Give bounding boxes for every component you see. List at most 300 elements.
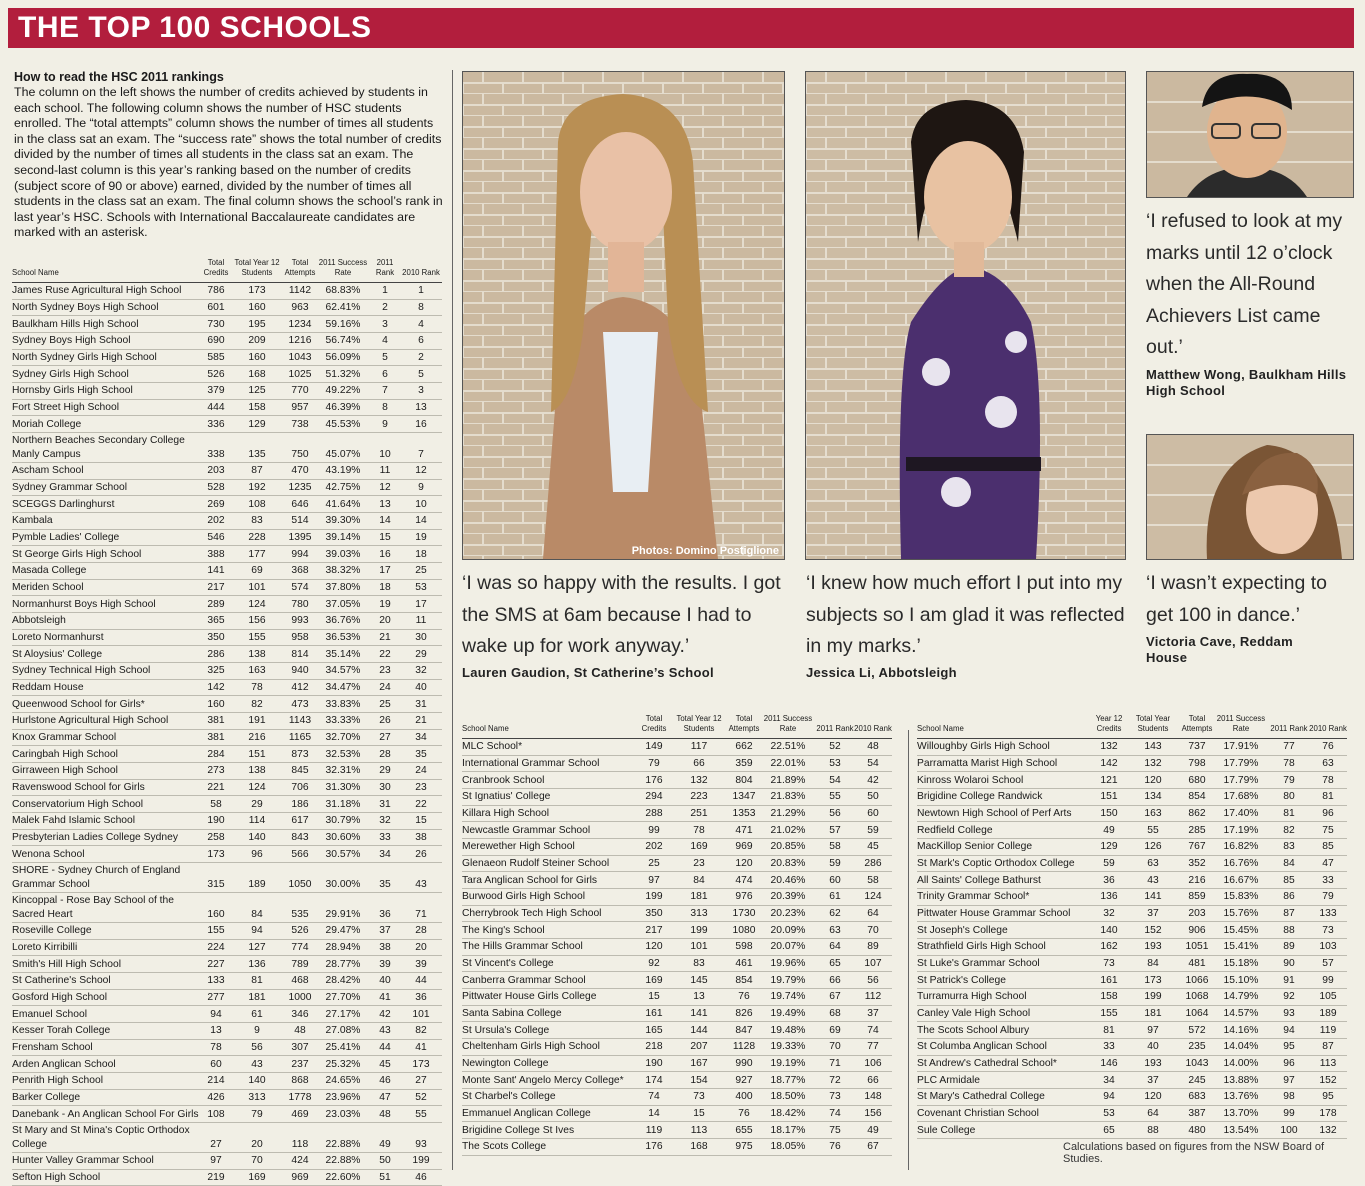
school-name-cell: Moriah College (12, 416, 202, 433)
success-rate-cell: 27.70% (316, 989, 370, 1006)
rank-2010-cell: 58 (854, 872, 892, 889)
table-body (12, 283, 442, 1186)
total-credits-cell: 444 (202, 399, 230, 416)
total-students-cell: 126 (1125, 839, 1181, 856)
school-name-cell: Cheltenham Girls High School (462, 1039, 638, 1056)
table-row (12, 796, 442, 813)
table-row (917, 939, 1347, 956)
total-students-cell: 313 (230, 1089, 284, 1106)
rank-2011-cell: 84 (1269, 855, 1309, 872)
rank-2011-cell: 92 (1269, 989, 1309, 1006)
success-rate-cell: 13.54% (1213, 1122, 1269, 1139)
table-row (917, 1089, 1347, 1106)
total-attempts-cell: 1778 (284, 1089, 316, 1106)
total-credits-cell: 585 (202, 349, 230, 366)
table-row (12, 663, 442, 680)
total-students-cell: 37 (1125, 905, 1181, 922)
total-students-cell: 169 (670, 839, 728, 856)
total-credits-cell: 546 (202, 529, 230, 546)
total-students-cell: 209 (230, 333, 284, 350)
success-rate-cell: 29.47% (316, 923, 370, 940)
table-row (12, 779, 442, 796)
school-name-cell: Hunter Valley Grammar School (12, 1153, 202, 1170)
rank-2010-cell: 71 (400, 893, 442, 923)
table-row (12, 463, 442, 480)
total-credits-cell: 25 (638, 855, 670, 872)
school-name-cell: Reddam House (12, 679, 202, 696)
rank-2011-cell: 50 (370, 1153, 400, 1170)
school-name-cell: Loreto Kirribilli (12, 939, 202, 956)
total-students-cell: 43 (230, 1056, 284, 1073)
rank-2010-cell: 24 (400, 763, 442, 780)
column-header: Total Credits (638, 714, 670, 739)
school-name-cell: Sule College (917, 1122, 1093, 1139)
table-row (12, 333, 442, 350)
success-rate-cell: 18.50% (760, 1089, 816, 1106)
total-credits-cell: 202 (638, 839, 670, 856)
total-credits-cell: 379 (202, 383, 230, 400)
rank-2010-cell: 30 (400, 629, 442, 646)
success-rate-cell: 15.18% (1213, 955, 1269, 972)
table-row (917, 772, 1347, 789)
rank-2010-cell: 119 (1309, 1022, 1347, 1039)
total-attempts-cell: 969 (284, 1169, 316, 1186)
total-attempts-cell: 76 (728, 1105, 760, 1122)
total-students-cell: 199 (670, 922, 728, 939)
total-credits-cell: 146 (1093, 1055, 1125, 1072)
rank-2010-cell: 78 (1309, 772, 1347, 789)
success-rate-cell: 15.10% (1213, 972, 1269, 989)
success-rate-cell: 16.76% (1213, 855, 1269, 872)
total-credits-cell: 81 (1093, 1022, 1125, 1039)
total-attempts-cell: 804 (728, 772, 760, 789)
rank-2010-cell: 57 (1309, 955, 1347, 972)
footnote: Calculations based on figures from the NSW Board of Studies. (1063, 1141, 1325, 1165)
total-attempts-cell: 655 (728, 1122, 760, 1139)
total-credits-cell: 32 (1093, 905, 1125, 922)
total-credits-cell: 97 (638, 872, 670, 889)
total-credits-cell: 426 (202, 1089, 230, 1106)
rank-2011-cell: 47 (370, 1089, 400, 1106)
total-students-cell: 140 (230, 829, 284, 846)
success-rate-cell: 30.79% (316, 813, 370, 830)
table-row (462, 1055, 892, 1072)
total-credits-cell: 161 (1093, 972, 1125, 989)
rank-2010-cell: 34 (400, 729, 442, 746)
success-rate-cell: 28.94% (316, 939, 370, 956)
total-attempts-cell: 412 (284, 679, 316, 696)
success-rate-cell: 28.42% (316, 973, 370, 990)
table-row (12, 1023, 442, 1040)
rank-2011-cell: 25 (370, 696, 400, 713)
total-students-cell: 40 (1125, 1039, 1181, 1056)
rank-2011-cell: 63 (816, 922, 854, 939)
school-name-cell: Hornsby Girls High School (12, 383, 202, 400)
rank-2010-cell: 6 (400, 333, 442, 350)
total-students-cell: 94 (230, 923, 284, 940)
school-name-cell: Ravenswood School for Girls (12, 779, 202, 796)
rank-2011-cell: 6 (370, 366, 400, 383)
success-rate-cell: 36.76% (316, 613, 370, 630)
rank-2011-cell: 73 (816, 1089, 854, 1106)
total-students-cell: 120 (1125, 772, 1181, 789)
rank-2011-cell: 13 (370, 496, 400, 513)
total-students-cell: 23 (670, 855, 728, 872)
rank-2011-cell: 33 (370, 829, 400, 846)
table-row (917, 922, 1347, 939)
total-attempts-cell: 940 (284, 663, 316, 680)
quote-lauren-gaudion: ‘I was so happy with the results. I got the SMS at 6am because I had to wake up for work anyway.’ (462, 572, 781, 657)
success-rate-cell: 20.46% (760, 872, 816, 889)
table-row (917, 1022, 1347, 1039)
rank-2010-cell: 87 (1309, 1039, 1347, 1056)
column-header: 2011 Rank (1269, 714, 1309, 739)
table-row (917, 755, 1347, 772)
total-credits-cell: 258 (202, 829, 230, 846)
school-name-cell: Meriden School (12, 579, 202, 596)
total-students-cell: 138 (230, 646, 284, 663)
total-students-cell: 160 (230, 299, 284, 316)
school-name-cell: Covenant Christian School (917, 1105, 1093, 1122)
rank-2010-cell: 19 (400, 529, 442, 546)
portrait-photo-icon (1147, 72, 1353, 197)
total-attempts-cell: 118 (284, 1123, 316, 1153)
table-row (12, 1123, 442, 1153)
photo-jessica-li (805, 71, 1126, 560)
table-row (12, 1056, 442, 1073)
rank-2011-cell: 51 (370, 1169, 400, 1186)
column-header: Total Year Students (1125, 714, 1181, 739)
table-row (12, 1006, 442, 1023)
rank-2011-cell: 44 (370, 1039, 400, 1056)
total-students-cell: 101 (230, 579, 284, 596)
total-credits-cell: 165 (638, 1022, 670, 1039)
rank-2010-cell: 39 (400, 956, 442, 973)
total-credits-cell: 601 (202, 299, 230, 316)
total-students-cell: 78 (670, 822, 728, 839)
total-attempts-cell: 235 (1181, 1039, 1213, 1056)
total-attempts-cell: 400 (728, 1089, 760, 1106)
total-credits-cell: 365 (202, 613, 230, 630)
total-students-cell: 81 (230, 973, 284, 990)
school-name-cell: Fort Street High School (12, 399, 202, 416)
rank-2010-cell: 28 (400, 923, 442, 940)
column-header: 2011 Rank (816, 714, 854, 739)
photo-credit: Photos: Domino Postiglione (631, 545, 779, 557)
total-students-cell: 207 (670, 1039, 728, 1056)
rank-2011-cell: 19 (370, 596, 400, 613)
total-credits-cell: 730 (202, 316, 230, 333)
success-rate-cell: 27.17% (316, 1006, 370, 1023)
rank-2011-cell: 65 (816, 955, 854, 972)
total-credits-cell: 219 (202, 1169, 230, 1186)
total-attempts-cell: 1234 (284, 316, 316, 333)
total-attempts-cell: 1235 (284, 479, 316, 496)
total-attempts-cell: 470 (284, 463, 316, 480)
table-row (12, 579, 442, 596)
school-name-cell: Kambala (12, 513, 202, 530)
table-row (462, 989, 892, 1006)
rank-2010-cell: 43 (400, 863, 442, 893)
rank-2010-cell: 67 (854, 1139, 892, 1156)
success-rate-cell: 33.33% (316, 713, 370, 730)
total-credits-cell: 59 (1093, 855, 1125, 872)
total-attempts-cell: 1043 (284, 349, 316, 366)
rank-2010-cell: 21 (400, 713, 442, 730)
rank-2011-cell: 27 (370, 729, 400, 746)
attribution-lauren-gaudion: Lauren Gaudion, St Catherine’s School (462, 665, 714, 680)
table-row (12, 679, 442, 696)
success-rate-cell: 16.67% (1213, 872, 1269, 889)
success-rate-cell: 33.83% (316, 696, 370, 713)
total-credits-cell: 36 (1093, 872, 1125, 889)
total-credits-cell: 176 (638, 772, 670, 789)
success-rate-cell: 15.76% (1213, 905, 1269, 922)
table-row (12, 646, 442, 663)
total-students-cell: 101 (670, 939, 728, 956)
rank-2010-cell: 41 (400, 1039, 442, 1056)
rank-2010-cell: 3 (400, 383, 442, 400)
rank-2011-cell: 45 (370, 1056, 400, 1073)
school-name-cell: St Catherine's School (12, 973, 202, 990)
total-credits-cell: 92 (638, 955, 670, 972)
column-header: 2010 Rank (1309, 714, 1347, 739)
table-row (462, 755, 892, 772)
rank-2010-cell: 60 (854, 805, 892, 822)
rank-2011-cell: 96 (1269, 1055, 1309, 1072)
total-credits-cell: 218 (638, 1039, 670, 1056)
table-row (12, 893, 442, 923)
table-row (462, 1072, 892, 1089)
rank-2011-cell: 43 (370, 1023, 400, 1040)
rank-2010-cell: 44 (400, 973, 442, 990)
total-credits-cell: 132 (1093, 739, 1125, 756)
success-rate-cell: 19.33% (760, 1039, 816, 1056)
table-row (12, 939, 442, 956)
success-rate-cell: 29.91% (316, 893, 370, 923)
school-name-cell: The Hills Grammar School (462, 939, 638, 956)
rank-2010-cell: 59 (854, 822, 892, 839)
rank-2010-cell: 37 (854, 1005, 892, 1022)
total-credits-cell: 151 (1093, 789, 1125, 806)
quote-jessica-li: ‘I knew how much effort I put into my subjects so I am glad it was reflected in my marks.’ (806, 572, 1125, 657)
success-rate-cell: 22.60% (316, 1169, 370, 1186)
total-credits-cell: 350 (638, 905, 670, 922)
success-rate-cell: 39.03% (316, 546, 370, 563)
total-students-cell: 70 (230, 1153, 284, 1170)
rank-2011-cell: 23 (370, 663, 400, 680)
total-students-cell: 181 (1125, 1005, 1181, 1022)
total-credits-cell: 269 (202, 496, 230, 513)
success-rate-cell: 32.70% (316, 729, 370, 746)
success-rate-cell: 17.19% (1213, 822, 1269, 839)
total-students-cell: 83 (670, 955, 728, 972)
table-row (12, 479, 442, 496)
total-attempts-cell: 873 (284, 746, 316, 763)
school-name-cell: The King's School (462, 922, 638, 939)
school-name-cell: Cherrybrook Tech High School (462, 905, 638, 922)
table-row (462, 839, 892, 856)
success-rate-cell: 42.75% (316, 479, 370, 496)
table-body (917, 739, 1347, 1139)
rank-2011-cell: 91 (1269, 972, 1309, 989)
photo-lauren-gaudion (462, 71, 785, 560)
total-credits-cell: 202 (202, 513, 230, 530)
success-rate-cell: 14.04% (1213, 1039, 1269, 1056)
rank-2010-cell: 66 (854, 1072, 892, 1089)
total-students-cell: 43 (1125, 872, 1181, 889)
rank-2011-cell: 95 (1269, 1039, 1309, 1056)
total-students-cell: 181 (670, 889, 728, 906)
table-row (462, 872, 892, 889)
total-credits-cell: 133 (202, 973, 230, 990)
rank-2010-cell: 40 (400, 679, 442, 696)
total-attempts-cell: 706 (284, 779, 316, 796)
total-attempts-cell: 1050 (284, 863, 316, 893)
table-row (12, 713, 442, 730)
total-attempts-cell: 307 (284, 1039, 316, 1056)
total-students-cell: 169 (230, 1169, 284, 1186)
total-attempts-cell: 927 (728, 1072, 760, 1089)
school-name-cell: Caringbah High School (12, 746, 202, 763)
rank-2011-cell: 52 (816, 739, 854, 756)
total-attempts-cell: 1347 (728, 789, 760, 806)
total-credits-cell: 94 (202, 1006, 230, 1023)
table-row (917, 1055, 1347, 1072)
total-credits-cell: 169 (638, 972, 670, 989)
rank-2010-cell: 103 (1309, 939, 1347, 956)
table-row (462, 789, 892, 806)
success-rate-cell: 17.79% (1213, 755, 1269, 772)
total-attempts-cell: 1066 (1181, 972, 1213, 989)
table-row (462, 805, 892, 822)
total-students-cell: 134 (1125, 789, 1181, 806)
table-row (12, 1106, 442, 1123)
total-attempts-cell: 1080 (728, 922, 760, 939)
rank-2010-cell: 27 (400, 1073, 442, 1090)
school-name-cell: St Charbel's College (462, 1089, 638, 1106)
total-credits-cell: 286 (202, 646, 230, 663)
table-row (12, 729, 442, 746)
school-name-cell: Parramatta Marist High School (917, 755, 1093, 772)
total-students-cell: 88 (1125, 1122, 1181, 1139)
success-rate-cell: 27.08% (316, 1023, 370, 1040)
success-rate-cell: 13.88% (1213, 1072, 1269, 1089)
total-credits-cell: 217 (202, 579, 230, 596)
rank-2011-cell: 100 (1269, 1122, 1309, 1139)
total-students-cell: 189 (230, 863, 284, 893)
rank-2010-cell: 286 (854, 855, 892, 872)
total-students-cell: 173 (230, 283, 284, 300)
total-attempts-cell: 798 (1181, 755, 1213, 772)
table-row (917, 855, 1347, 872)
rank-2010-cell: 1 (400, 283, 442, 300)
total-students-cell: 127 (230, 939, 284, 956)
rank-2010-cell: 11 (400, 613, 442, 630)
success-rate-cell: 21.02% (760, 822, 816, 839)
total-credits-cell: 277 (202, 989, 230, 1006)
table-row (12, 763, 442, 780)
total-attempts-cell: 994 (284, 546, 316, 563)
total-credits-cell: 221 (202, 779, 230, 796)
total-students-cell: 156 (230, 613, 284, 630)
total-attempts-cell: 662 (728, 739, 760, 756)
rank-2010-cell: 112 (854, 989, 892, 1006)
school-name-cell: Sydney Girls High School (12, 366, 202, 383)
total-credits-cell: 73 (1093, 955, 1125, 972)
success-rate-cell: 14.57% (1213, 1005, 1269, 1022)
rank-2010-cell: 107 (854, 955, 892, 972)
column-divider (452, 70, 453, 1170)
rank-2010-cell: 76 (1309, 739, 1347, 756)
total-attempts-cell: 843 (284, 829, 316, 846)
attribution-jessica-li: Jessica Li, Abbotsleigh (806, 665, 957, 680)
rank-2011-cell: 57 (816, 822, 854, 839)
school-name-cell: Frensham School (12, 1039, 202, 1056)
total-credits-cell: 381 (202, 713, 230, 730)
success-rate-cell: 23.03% (316, 1106, 370, 1123)
school-name-cell: SCEGGS Darlinghurst (12, 496, 202, 513)
total-students-cell: 66 (670, 755, 728, 772)
total-credits-cell: 53 (1093, 1105, 1125, 1122)
total-credits-cell: 190 (202, 813, 230, 830)
rank-2011-cell: 8 (370, 399, 400, 416)
school-name-cell: Brigidine College St Ives (462, 1122, 638, 1139)
total-attempts-cell: 969 (728, 839, 760, 856)
total-students-cell: 145 (670, 972, 728, 989)
school-name-cell: Sydney Grammar School (12, 479, 202, 496)
total-attempts-cell: 862 (1181, 805, 1213, 822)
school-name-cell: Malek Fahd Islamic School (12, 813, 202, 830)
total-students-cell: 191 (230, 713, 284, 730)
total-credits-cell: 199 (638, 889, 670, 906)
school-name-cell: Canberra Grammar School (462, 972, 638, 989)
school-name-cell: Danebank - An Anglican School For Girls (12, 1106, 202, 1123)
total-students-cell: 138 (230, 763, 284, 780)
table-row (462, 889, 892, 906)
rank-2010-cell: 49 (854, 1122, 892, 1139)
rank-2011-cell: 34 (370, 846, 400, 863)
rank-2010-cell: 31 (400, 696, 442, 713)
total-students-cell: 9 (230, 1023, 284, 1040)
school-name-cell: Canley Vale High School (917, 1005, 1093, 1022)
success-rate-cell: 19.49% (760, 1005, 816, 1022)
success-rate-cell: 31.18% (316, 796, 370, 813)
table-row (12, 299, 442, 316)
school-name-cell: Emanuel School (12, 1006, 202, 1023)
rank-2010-cell: 106 (854, 1055, 892, 1072)
total-credits-cell: 176 (638, 1139, 670, 1156)
total-credits-cell: 162 (1093, 939, 1125, 956)
rank-2010-cell: 173 (400, 1056, 442, 1073)
rank-2010-cell: 178 (1309, 1105, 1347, 1122)
total-students-cell: 154 (670, 1072, 728, 1089)
success-rate-cell: 49.22% (316, 383, 370, 400)
school-name-cell: Trinity Grammar School* (917, 889, 1093, 906)
total-students-cell: 195 (230, 316, 284, 333)
table-row (917, 872, 1347, 889)
total-credits-cell: 108 (202, 1106, 230, 1123)
attribution-victoria-cave: Victoria Cave, Reddam House (1146, 634, 1293, 665)
total-credits-cell: 690 (202, 333, 230, 350)
success-rate-cell: 35.14% (316, 646, 370, 663)
rank-2010-cell: 32 (400, 663, 442, 680)
table-header-row (12, 258, 442, 283)
rank-2011-cell: 70 (816, 1039, 854, 1056)
total-attempts-cell: 1142 (284, 283, 316, 300)
total-attempts-cell: 680 (1181, 772, 1213, 789)
success-rate-cell: 14.00% (1213, 1055, 1269, 1072)
